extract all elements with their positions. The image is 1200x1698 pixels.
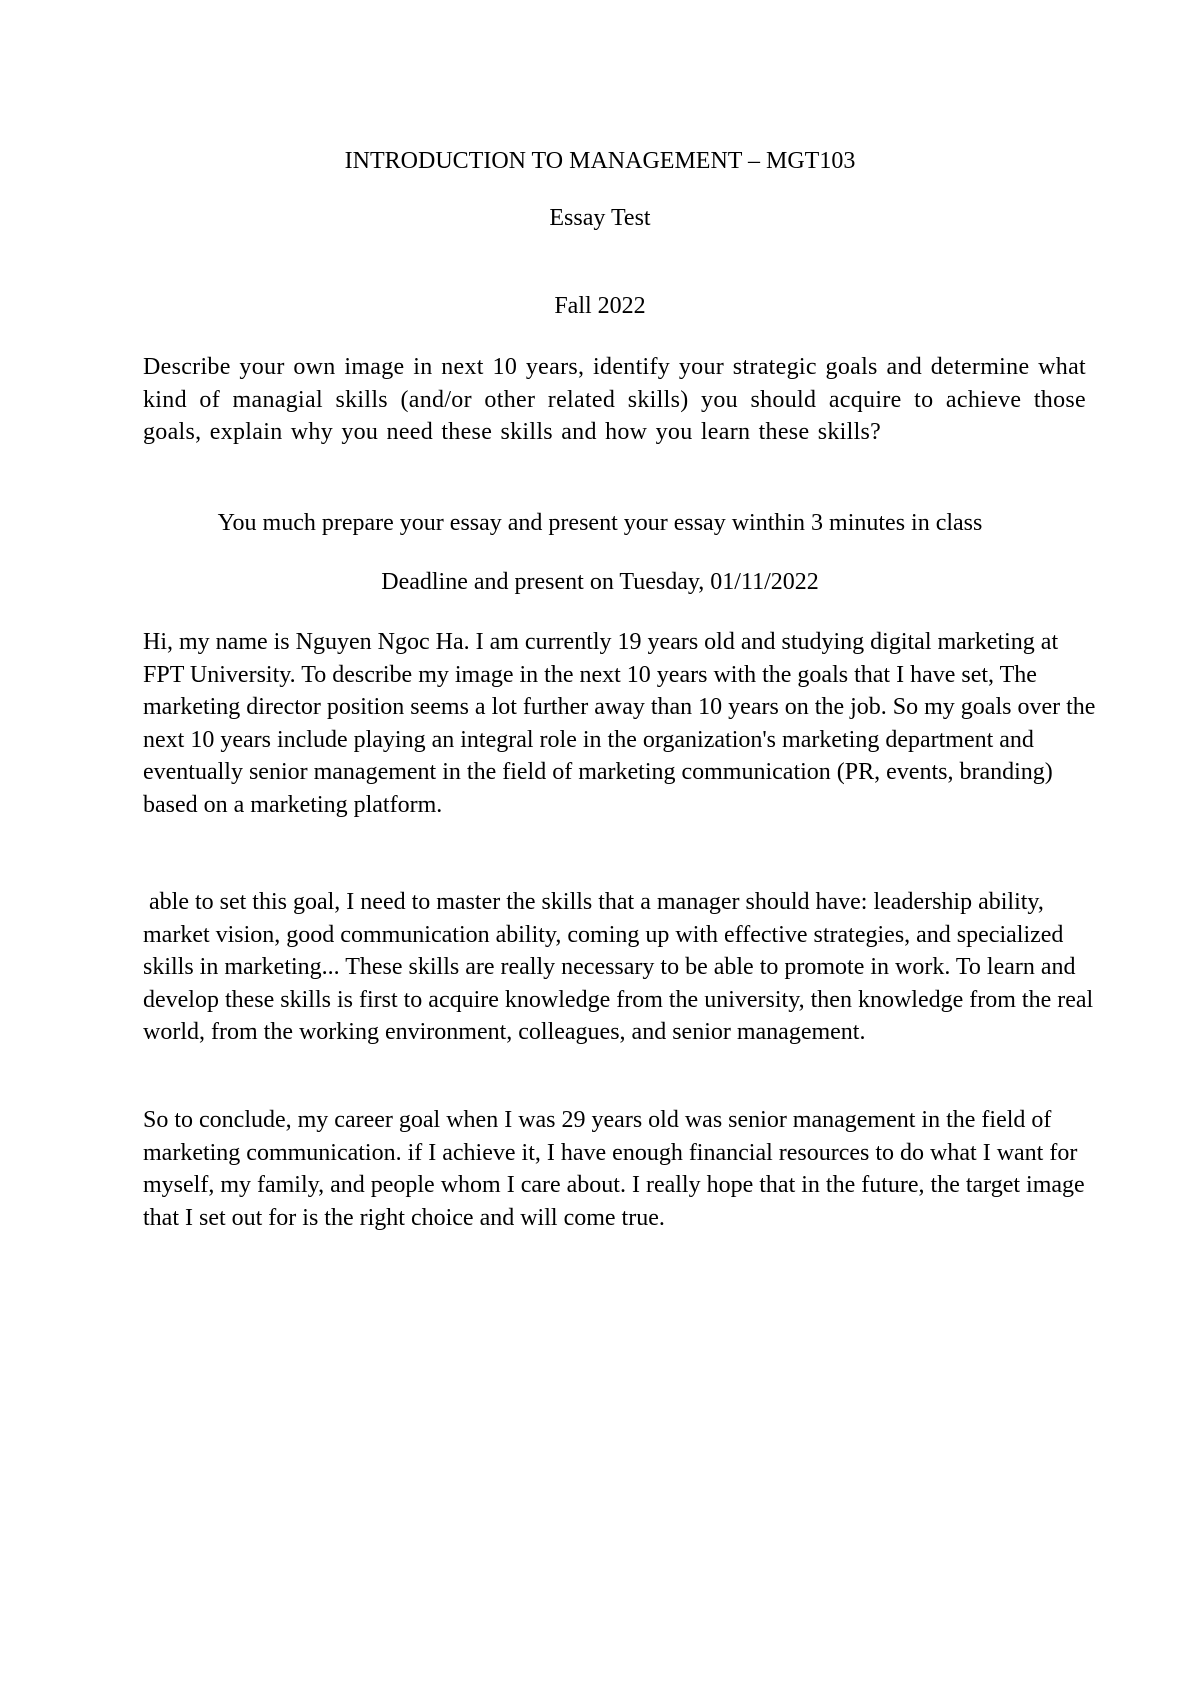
deadline: Deadline and present on Tuesday, 01/11/2022 (381, 569, 819, 595)
test-type: Essay Test (549, 205, 651, 231)
term: Fall 2022 (554, 293, 646, 319)
instruction: You much prepare your essay and present your essay winthin 3 minutes in class (217, 510, 983, 536)
course-title: INTRODUCTION TO MANAGEMENT – MGT103 (344, 148, 856, 174)
essay-paragraph-intro: Hi, my name is Nguyen Ngoc Ha. I am currently 19 years old and studying digital marketing at FPT University. To describe my image in the next 10 years with the goals that I have set, The marketing director position seems a lot further away than 10 years on the job. So my goals over the next 10 years include playing an integral role in the organization's marketing department and eventually senior management in the field of marketing communication (PR, events, branding) based on a marketing platform. (143, 629, 1096, 818)
essay-paragraph-skills: able to set this goal, I need to master the skills that a manager should have: leadership ability, market vision, good communication ability, coming up with effective strategies, and specialized skills in marketing... These skills are really necessary to be able to promote in work. To learn and develop these skills is first to acquire knowledge from the university, then knowledge from the real world, from the working environment, colleagues, and senior management. (143, 889, 1100, 1045)
essay-paragraph-conclusion: So to conclude, my career goal when I was 29 years old was senior management in the field of marketing communication. if I achieve it, I have enough financial resources to do what I want for myself, my family, and people whom I care about. I really hope that in the future, the target image that I set out for is the right choice and will come true. (143, 1107, 1085, 1231)
essay-prompt: Describe your own image in next 10 years, identify your strategic goals and determine what kind of managial skills (and/or other related skills) you should acquire to achieve those goals, explain why you need these skills and how you learn these skills? (143, 354, 1086, 445)
